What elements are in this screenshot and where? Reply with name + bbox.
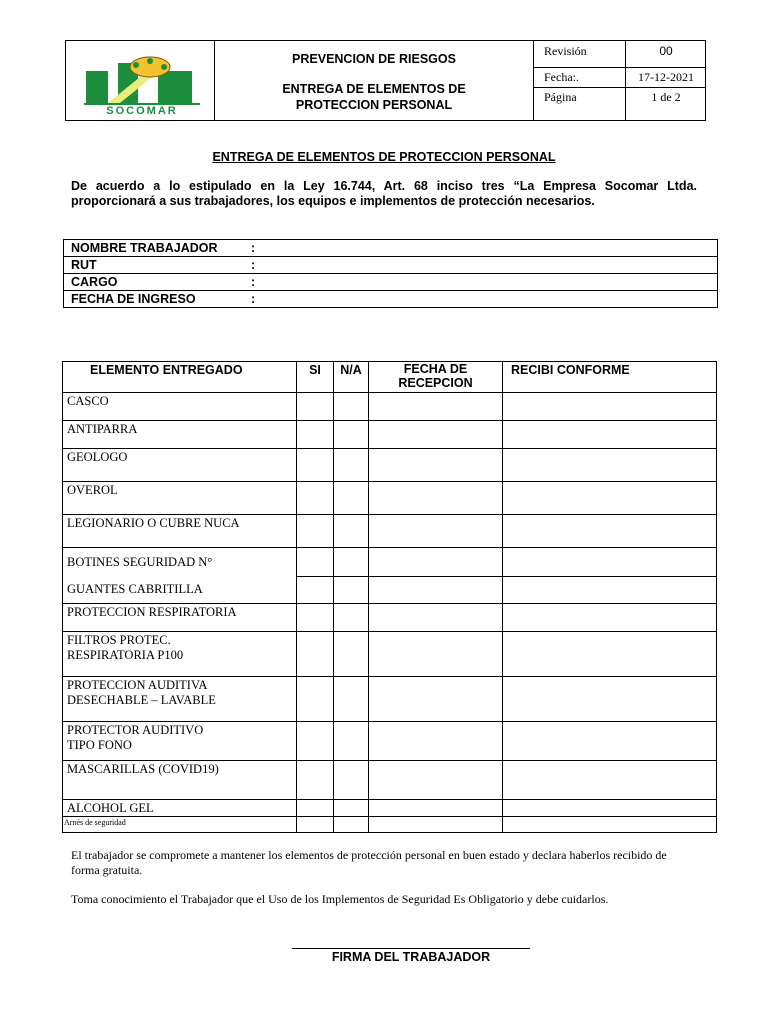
table-row bbox=[63, 449, 717, 482]
na-cell[interactable] bbox=[334, 576, 369, 604]
fecha-cell[interactable] bbox=[369, 817, 503, 833]
acknowledgement-text: Toma conocimiento el Trabajador que el Uso de los Implementos de Seguridad Es Obligatorio y debe cuidarlos. bbox=[71, 892, 609, 906]
worker-field-separator: : bbox=[251, 241, 256, 255]
item-name: OVEROL bbox=[63, 482, 297, 515]
fecha-cell[interactable] bbox=[369, 800, 503, 817]
worker-field-label: CARGO bbox=[71, 275, 118, 289]
table-row bbox=[63, 421, 717, 449]
document-header bbox=[65, 40, 706, 121]
worker-field-separator: : bbox=[251, 292, 256, 306]
table-row bbox=[63, 604, 717, 632]
recibi-cell[interactable] bbox=[503, 421, 717, 449]
fecha-cell[interactable] bbox=[369, 449, 503, 482]
worker-field-row bbox=[64, 257, 718, 274]
na-cell[interactable] bbox=[334, 515, 369, 548]
recibi-cell[interactable] bbox=[503, 482, 717, 515]
recibi-cell[interactable] bbox=[503, 722, 717, 761]
recibi-cell[interactable] bbox=[503, 632, 717, 677]
worker-field-row bbox=[64, 291, 718, 308]
commitment-text: El trabajador se compromete a mantener los elementos de protección personal en buen estado y declara haberlos recibido de forma gratuita. bbox=[71, 848, 667, 877]
fecha-cell[interactable] bbox=[369, 393, 503, 421]
company-logo bbox=[80, 51, 204, 117]
recibi-cell[interactable] bbox=[503, 817, 717, 833]
item-name: BOTINES SEGURIDAD N° bbox=[67, 555, 213, 569]
na-cell[interactable] bbox=[334, 393, 369, 421]
table-row bbox=[63, 515, 717, 548]
na-cell[interactable] bbox=[334, 761, 369, 800]
fecha-cell[interactable] bbox=[369, 722, 503, 761]
item-name: Arnés de seguridad bbox=[63, 817, 297, 833]
na-cell[interactable] bbox=[334, 449, 369, 482]
item-name: GUANTES CABRITILLA bbox=[67, 582, 203, 596]
item-name: PROTECCION AUDITIVA DESECHABLE – LAVABLE bbox=[63, 677, 297, 722]
si-cell[interactable] bbox=[297, 576, 334, 604]
item-name: GEOLOGO bbox=[63, 449, 297, 482]
col-header-fecha: FECHA DE RECEPCION bbox=[369, 362, 503, 393]
na-cell[interactable] bbox=[334, 482, 369, 515]
recibi-cell[interactable] bbox=[503, 393, 717, 421]
revision-label: Revisión bbox=[544, 44, 587, 58]
item-name: CASCO bbox=[63, 393, 297, 421]
recibi-cell[interactable] bbox=[503, 800, 717, 817]
si-cell[interactable] bbox=[297, 393, 334, 421]
table-row bbox=[63, 800, 717, 817]
pagina-value: 1 de 2 bbox=[651, 90, 681, 104]
department-title: PREVENCION DE RIESGOS bbox=[292, 52, 456, 66]
item-name: PROTECCION RESPIRATORIA bbox=[63, 604, 297, 632]
item-name: FILTROS PROTEC. RESPIRATORIA P100 bbox=[63, 632, 297, 677]
fecha-label: Fecha:. bbox=[544, 70, 579, 84]
si-cell[interactable] bbox=[297, 817, 334, 833]
signature-label: FIRMA DEL TRABAJADOR bbox=[331, 950, 491, 964]
si-cell[interactable] bbox=[297, 677, 334, 722]
item-name: ANTIPARRA bbox=[63, 421, 297, 449]
worker-field-label: RUT bbox=[71, 258, 97, 272]
table-row bbox=[63, 632, 717, 677]
si-cell[interactable] bbox=[297, 604, 334, 632]
table-row bbox=[63, 677, 717, 722]
fecha-cell[interactable] bbox=[369, 421, 503, 449]
logo-text: SOCOMAR bbox=[106, 105, 178, 117]
table-row bbox=[63, 548, 717, 577]
recibi-cell[interactable] bbox=[503, 576, 717, 604]
fecha-cell[interactable] bbox=[369, 482, 503, 515]
na-cell[interactable] bbox=[334, 817, 369, 833]
table-header-row bbox=[63, 362, 717, 393]
table-row bbox=[63, 761, 717, 800]
si-cell[interactable] bbox=[297, 548, 334, 577]
recibi-cell[interactable] bbox=[503, 449, 717, 482]
fecha-cell[interactable] bbox=[369, 677, 503, 722]
document-title-line2: PROTECCION PERSONAL bbox=[295, 98, 453, 112]
intro-paragraph: De acuerdo a lo estipulado en la Ley 16.744, Art. 68 inciso tres “La Empresa Socomar Ltda. proporcionará a sus trabajadores, los equipos e implementos de protección necesarios. bbox=[71, 179, 697, 208]
col-header-elemento: ELEMENTO ENTREGADO bbox=[63, 362, 297, 393]
recibi-cell[interactable] bbox=[503, 548, 717, 577]
na-cell[interactable] bbox=[334, 632, 369, 677]
na-cell[interactable] bbox=[334, 722, 369, 761]
table-row bbox=[63, 393, 717, 421]
si-cell[interactable] bbox=[297, 761, 334, 800]
fecha-cell[interactable] bbox=[369, 761, 503, 800]
worker-field-label: FECHA DE INGRESO bbox=[71, 292, 196, 306]
worker-info-table bbox=[63, 239, 718, 308]
recibi-cell[interactable] bbox=[503, 677, 717, 722]
worker-field-label: NOMBRE TRABAJADOR bbox=[71, 241, 218, 255]
fecha-cell[interactable] bbox=[369, 548, 503, 577]
document-title-line1: ENTREGA DE ELEMENTOS DE bbox=[282, 82, 466, 96]
col-header-recibi: RECIBI CONFORME bbox=[503, 362, 717, 393]
recibi-cell[interactable] bbox=[503, 604, 717, 632]
worker-field-row bbox=[64, 274, 718, 291]
worker-field-separator: : bbox=[251, 258, 256, 272]
table-row bbox=[63, 722, 717, 761]
na-cell[interactable] bbox=[334, 421, 369, 449]
na-cell[interactable] bbox=[334, 677, 369, 722]
fecha-cell[interactable] bbox=[369, 604, 503, 632]
si-cell[interactable] bbox=[297, 449, 334, 482]
si-cell[interactable] bbox=[297, 482, 334, 515]
table-row bbox=[63, 817, 717, 833]
signature-line[interactable] bbox=[292, 948, 530, 949]
col-header-si: SI bbox=[297, 362, 334, 393]
col-header-na: N/A bbox=[334, 362, 369, 393]
recibi-cell[interactable] bbox=[503, 761, 717, 800]
revision-value: 00 bbox=[659, 44, 673, 58]
si-cell[interactable] bbox=[297, 515, 334, 548]
si-cell[interactable] bbox=[297, 421, 334, 449]
na-cell[interactable] bbox=[334, 548, 369, 577]
worker-field-row bbox=[64, 240, 718, 257]
fecha-cell[interactable] bbox=[369, 632, 503, 677]
item-name: MASCARILLAS (COVID19) bbox=[63, 761, 297, 800]
pagina-label: Página bbox=[544, 90, 577, 104]
fecha-cell[interactable] bbox=[369, 576, 503, 604]
table-row bbox=[63, 482, 717, 515]
na-cell[interactable] bbox=[334, 800, 369, 817]
ppe-items-table bbox=[62, 361, 717, 833]
recibi-cell[interactable] bbox=[503, 515, 717, 548]
si-cell[interactable] bbox=[297, 632, 334, 677]
si-cell[interactable] bbox=[297, 722, 334, 761]
na-cell[interactable] bbox=[334, 604, 369, 632]
worker-field-separator: : bbox=[251, 275, 256, 289]
item-name: LEGIONARIO O CUBRE NUCA bbox=[63, 515, 297, 548]
item-name: PROTECTOR AUDITIVO TIPO FONO bbox=[63, 722, 297, 761]
fecha-value: 17-12-2021 bbox=[638, 70, 694, 84]
fecha-cell[interactable] bbox=[369, 515, 503, 548]
form-title: ENTREGA DE ELEMENTOS DE PROTECCION PERSONAL bbox=[212, 150, 556, 164]
item-name-pair bbox=[63, 548, 297, 604]
item-name: ALCOHOL GEL bbox=[63, 800, 297, 817]
si-cell[interactable] bbox=[297, 800, 334, 817]
